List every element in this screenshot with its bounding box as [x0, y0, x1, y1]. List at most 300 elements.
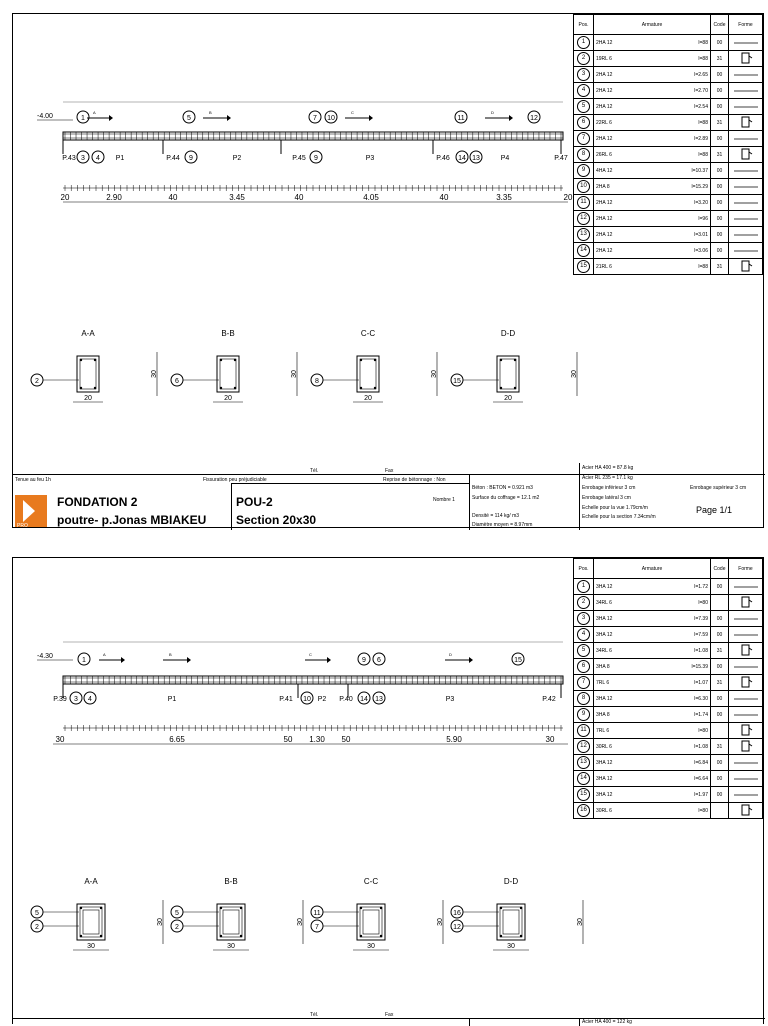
straight-bar-shape-icon [729, 131, 763, 147]
pos-number: 7 [577, 676, 590, 689]
shape-code: 00 [711, 67, 729, 83]
bar-length: l=3.20 [694, 199, 708, 206]
bar-spec: 2HA 12 [596, 215, 613, 222]
stirrup-shape-icon [729, 739, 763, 755]
shape-code: 00 [711, 211, 729, 227]
author: poutre- p.Jonas MBIAKEU [57, 513, 207, 527]
dim-span: 1.30 [309, 735, 325, 744]
fire-rating: Tenue au feu 1h [15, 477, 51, 483]
cross-section [31, 329, 158, 402]
column-label: P.44 [166, 155, 180, 162]
section-mark-a [99, 652, 125, 663]
schedule-row [574, 755, 763, 771]
dim-support: 40 [168, 193, 178, 202]
stirrup-shape-icon [729, 803, 763, 819]
pos-marker: 6 [175, 378, 179, 385]
straight-bar-shape-icon [729, 211, 763, 227]
shape-code: 31 [711, 643, 729, 659]
straight-bar-shape-icon [729, 179, 763, 195]
bar-length: l=2.54 [694, 103, 708, 110]
bar-length: l=1.74 [694, 711, 708, 718]
dim-support: 50 [283, 735, 293, 744]
drawing-sheet-1 [12, 13, 764, 528]
span-label: P1 [167, 696, 177, 703]
section-mark-a [87, 110, 113, 121]
schedule-row [574, 595, 763, 611]
pos-marker: 3 [81, 155, 85, 162]
pos-marker: 1 [82, 657, 86, 664]
pos-marker: 9 [314, 155, 318, 162]
shape-code: 00 [711, 771, 729, 787]
shape-code: 31 [711, 51, 729, 67]
bar-spec: 3HA 12 [596, 759, 613, 766]
schedule-row [574, 243, 763, 259]
pos-number: 2 [577, 52, 590, 65]
bar-length: l=7.39 [694, 615, 708, 622]
pos-number: 13 [577, 228, 590, 241]
bar-length: l=80 [698, 599, 708, 606]
schedule-row [574, 51, 763, 67]
shape-code: 00 [711, 579, 729, 595]
bar-length: l=96 [698, 215, 708, 222]
pos-marker: 9 [189, 155, 193, 162]
pos-marker: 11 [457, 115, 465, 122]
dim-span: 6.65 [169, 735, 185, 744]
bar-length: l=1.97 [694, 791, 708, 798]
level-label: -4.00 [37, 113, 53, 120]
section-width: 30 [87, 943, 95, 950]
span-label: P3 [445, 696, 455, 703]
pos-marker: 14 [360, 696, 368, 703]
bar-length: l=88 [698, 119, 708, 126]
pos-number: 13 [577, 756, 590, 769]
beam-elevation-1 [13, 14, 578, 474]
schedule-row [574, 787, 763, 803]
bar-spec: 26RL 6 [596, 151, 612, 158]
cross-section [451, 877, 584, 950]
shape-code: 31 [711, 675, 729, 691]
stirrup-shape-icon [729, 115, 763, 131]
section-title: D-D [500, 329, 516, 338]
bar-spec: 19RL 6 [596, 55, 612, 62]
dim-span: 3.45 [229, 193, 245, 202]
shape-code: 00 [711, 83, 729, 99]
straight-bar-shape-icon [729, 691, 763, 707]
stirrup-shape-icon [729, 643, 763, 659]
pos-number: 1 [577, 580, 590, 593]
section-title: C-C [363, 877, 379, 886]
section-name: Section 20x30 [236, 513, 317, 527]
bar-spec: 2HA 12 [596, 231, 613, 238]
section-mark-c [305, 652, 331, 663]
pos-number: 4 [577, 628, 590, 641]
shape-code: 00 [711, 627, 729, 643]
schedule-row [574, 675, 763, 691]
section-title: B-B [221, 329, 235, 338]
column-label: P.39 [53, 696, 67, 703]
stirrup-shape-icon [729, 723, 763, 739]
pos-marker: 12 [530, 115, 538, 122]
bar-spec: 3HA 8 [596, 711, 610, 718]
column-label: P.42 [542, 696, 556, 703]
bar-spec: 34RL 6 [596, 599, 612, 606]
bar-spec: 2HA 12 [596, 103, 613, 110]
column-label: P.45 [292, 155, 306, 162]
bar-length: l=2.70 [694, 87, 708, 94]
pos-marker: 1 [81, 115, 85, 122]
pos-marker: 2 [35, 924, 39, 931]
bar-spec: 30RL 6 [596, 743, 612, 750]
dim-span: 2.90 [106, 193, 122, 202]
pos-marker: 10 [303, 696, 311, 703]
section-mark-b [163, 652, 191, 663]
schedule-row [574, 627, 763, 643]
straight-bar-shape-icon [729, 755, 763, 771]
stirrup-shape-icon [729, 147, 763, 163]
rebar-schedule-2 [573, 558, 763, 819]
section-mark-c [345, 110, 373, 121]
pos-marker: 15 [514, 657, 522, 664]
dim-support: 30 [55, 735, 65, 744]
shape-code: 00 [711, 755, 729, 771]
section-height: 30 [571, 370, 578, 378]
bar-length: l=6.84 [694, 759, 708, 766]
bar-spec: 3HA 12 [596, 791, 613, 798]
cross-section [451, 329, 578, 402]
pos-number: 15 [577, 788, 590, 801]
shape-code: 00 [711, 131, 729, 147]
straight-bar-shape-icon [729, 243, 763, 259]
bar-length: l=1.08 [694, 743, 708, 750]
bar-length: l=88 [698, 263, 708, 270]
schedule-row [574, 707, 763, 723]
page-number: Page 1/1 [696, 505, 733, 515]
title-block-2 [13, 1012, 765, 1026]
pos-number: 5 [577, 100, 590, 113]
level-label: -4.30 [37, 653, 53, 660]
section-mark-d [485, 110, 513, 121]
pos-number: 15 [577, 260, 590, 273]
pos-marker: 15 [453, 378, 461, 385]
span-label: P2 [232, 155, 242, 162]
schedule-row [574, 771, 763, 787]
pos-number: 9 [577, 708, 590, 721]
bar-length: l=2.65 [694, 71, 708, 78]
formwork: Surface du coffrage = 12.1 m2 [472, 495, 540, 501]
bar-length: l=88 [698, 55, 708, 62]
span-label: P4 [500, 155, 510, 162]
dim-span: 3.35 [496, 193, 512, 202]
section-height: 30 [431, 370, 438, 378]
section-width: 30 [507, 943, 515, 950]
bar-length: l=80 [698, 807, 708, 814]
shape-code: 00 [711, 163, 729, 179]
column-label: P.46 [436, 155, 450, 162]
straight-bar-shape-icon [729, 227, 763, 243]
dim-span: 4.05 [363, 193, 379, 202]
pos-marker: 16 [453, 910, 461, 917]
shape-code: 31 [711, 259, 729, 275]
bar-spec: 2HA 12 [596, 199, 613, 206]
straight-bar-shape-icon [729, 611, 763, 627]
pos-marker: 2 [175, 924, 179, 931]
shape-code: 00 [711, 227, 729, 243]
pos-number: 14 [577, 772, 590, 785]
bar-length: l=7.59 [694, 631, 708, 638]
schedule-row [574, 67, 763, 83]
fax: Fax [385, 1012, 394, 1018]
steel-rl: Acier RL 235 = 17.1 kg [582, 475, 633, 481]
stirrup-shape-icon [729, 675, 763, 691]
cover-top: Enrobage supérieur 3 cm [690, 485, 747, 491]
logo-text: PRO [17, 523, 28, 529]
bar-length: l=3.01 [694, 231, 708, 238]
col-forme: Forme [729, 559, 763, 579]
pos-number: 8 [577, 692, 590, 705]
shape-code: 00 [711, 99, 729, 115]
col-forme: Forme [729, 15, 763, 35]
section-mark-b [203, 110, 231, 121]
col-code: Code [711, 15, 729, 35]
svg-text:C: C [351, 110, 354, 115]
reprise: Reprise de bétonnage : Non [383, 477, 446, 483]
pos-number: 6 [577, 660, 590, 673]
pos-number: 2 [577, 596, 590, 609]
schedule-row [574, 803, 763, 819]
pos-number: 14 [577, 244, 590, 257]
shape-code: 00 [711, 659, 729, 675]
cover-side: Enrobage latéral 3 cm [582, 495, 631, 501]
pos-marker: 8 [315, 378, 319, 385]
section-mark-d [445, 652, 473, 663]
pos-number: 3 [577, 68, 590, 81]
section-width: 20 [364, 395, 372, 402]
schedule-row [574, 227, 763, 243]
bar-spec: 3HA 8 [596, 663, 610, 670]
span-label: P1 [115, 155, 125, 162]
pos-number: 7 [577, 132, 590, 145]
bar-spec: 2HA 12 [596, 87, 613, 94]
bar-spec: 2HA 12 [596, 135, 613, 142]
svg-text:D: D [491, 110, 494, 115]
bar-length: l=6.64 [694, 775, 708, 782]
avg-diameter: Diamètre moyen = 8.97mm [472, 522, 533, 528]
section-height: 30 [151, 370, 158, 378]
straight-bar-shape-icon [729, 659, 763, 675]
schedule-row [574, 99, 763, 115]
schedule-row [574, 179, 763, 195]
title-block-1 [13, 465, 765, 530]
bar-spec: 2HA 12 [596, 39, 613, 46]
dim-support: 40 [439, 193, 449, 202]
shape-code: 00 [711, 243, 729, 259]
bar-length: l=88 [698, 151, 708, 158]
section-height: 30 [297, 918, 304, 926]
pos-marker: 13 [472, 155, 480, 162]
bar-spec: 7RL 6 [596, 727, 610, 734]
bar-spec: 3HA 12 [596, 615, 613, 622]
stirrup-shape-icon [729, 51, 763, 67]
scale-section: Echelle pour la section 7.34cm/m [582, 514, 656, 520]
shape-code: 31 [711, 739, 729, 755]
bar-spec: 22RL 6 [596, 119, 612, 126]
section-width: 20 [84, 395, 92, 402]
cross-section [171, 329, 298, 402]
pos-marker: 4 [88, 696, 92, 703]
pos-number: 12 [577, 740, 590, 753]
schedule-row [574, 691, 763, 707]
bar-spec: 30RL 6 [596, 807, 612, 814]
shape-code: 00 [711, 691, 729, 707]
bar-spec: 3HA 12 [596, 695, 613, 702]
cracking: Fissuration peu préjudiciable [203, 477, 267, 483]
pos-marker: 11 [313, 910, 321, 917]
schedule-row [574, 163, 763, 179]
bar-spec: 3HA 12 [596, 583, 613, 590]
pos-marker: 14 [458, 155, 466, 162]
cross-section [171, 877, 304, 950]
schedule-row [574, 723, 763, 739]
dim-support: 50 [341, 735, 351, 744]
svg-text:A: A [103, 652, 106, 657]
svg-text:B: B [209, 110, 212, 115]
shape-code: 00 [711, 707, 729, 723]
pos-marker: 7 [313, 115, 317, 122]
shape-code: 00 [711, 35, 729, 51]
bar-length: l=88 [698, 39, 708, 46]
schedule-row [574, 147, 763, 163]
bar-length: l=15.39 [691, 663, 708, 670]
dim-support: 40 [294, 193, 304, 202]
bar-length: l=10.37 [691, 167, 708, 174]
column-label: P.43 [62, 155, 76, 162]
straight-bar-shape-icon [729, 579, 763, 595]
bar-spec: 4HA 12 [596, 167, 613, 174]
straight-bar-shape-icon [729, 787, 763, 803]
bar-spec: 7RL 6 [596, 679, 610, 686]
pos-number: 3 [577, 612, 590, 625]
col-pos: Pos. [574, 559, 594, 579]
bar-spec: 3HA 12 [596, 775, 613, 782]
svg-text:A: A [93, 110, 96, 115]
shape-code: 00 [711, 787, 729, 803]
svg-text:B: B [169, 652, 172, 657]
pos-number: 10 [577, 180, 590, 193]
col-pos: Pos. [574, 15, 594, 35]
pos-number: 1 [577, 36, 590, 49]
pos-marker: 13 [375, 696, 383, 703]
tel: Tél. [310, 468, 319, 474]
pos-marker: 3 [74, 696, 78, 703]
bar-spec: 2HA 12 [596, 71, 613, 78]
col-armature: Armature [594, 15, 711, 35]
pos-marker: 12 [453, 924, 461, 931]
straight-bar-shape-icon [729, 707, 763, 723]
straight-bar-shape-icon [729, 35, 763, 51]
pos-marker: 5 [35, 910, 39, 917]
shape-code: 00 [711, 195, 729, 211]
straight-bar-shape-icon [729, 771, 763, 787]
schedule-row [574, 643, 763, 659]
bar-spec: 34RL 6 [596, 647, 612, 654]
pos-number: 6 [577, 116, 590, 129]
section-title: D-D [503, 877, 519, 886]
cover-bottom: Enrobage inférieur 3 cm [582, 485, 636, 491]
pos-number: 11 [577, 724, 590, 737]
section-height: 30 [291, 370, 298, 378]
pos-number: 16 [577, 804, 590, 817]
schedule-row [574, 35, 763, 51]
fax: Fax [385, 468, 394, 474]
column-label: P.47 [554, 155, 568, 162]
cross-section [311, 329, 438, 402]
bar-length: l=2.89 [694, 135, 708, 142]
section-height: 30 [577, 918, 584, 926]
section-width: 30 [227, 943, 235, 950]
pos-marker: 2 [35, 378, 39, 385]
schedule-row [574, 115, 763, 131]
section-height: 30 [157, 918, 164, 926]
schedule-row [574, 579, 763, 595]
svg-text:D: D [449, 652, 452, 657]
bar-spec: 3HA 12 [596, 631, 613, 638]
straight-bar-shape-icon [729, 67, 763, 83]
pos-number: 5 [577, 644, 590, 657]
schedule-row [574, 131, 763, 147]
rebar-schedule-1 [573, 14, 763, 275]
bar-length: l=3.06 [694, 247, 708, 254]
schedule-row [574, 259, 763, 275]
cross-section [311, 877, 444, 950]
bar-spec: 2HA 8 [596, 183, 610, 190]
pos-marker: 6 [377, 657, 381, 664]
section-width: 20 [504, 395, 512, 402]
shape-code [711, 595, 729, 611]
straight-bar-shape-icon [729, 99, 763, 115]
density: Densité = 114 kg/ m3 [472, 513, 520, 519]
pos-number: 4 [577, 84, 590, 97]
nombre: Nombre 1 [433, 497, 455, 503]
col-code: Code [711, 559, 729, 579]
section-width: 20 [224, 395, 232, 402]
straight-bar-shape-icon [729, 195, 763, 211]
straight-bar-shape-icon [729, 627, 763, 643]
straight-bar-shape-icon [729, 163, 763, 179]
svg-text:C: C [309, 652, 312, 657]
element-name: POU-2 [236, 495, 273, 509]
pos-marker: 9 [362, 657, 366, 664]
section-title: A-A [81, 329, 95, 338]
column-label: P.40 [339, 696, 353, 703]
pos-marker: 5 [175, 910, 179, 917]
span-label: P3 [365, 155, 375, 162]
dim-support: 30 [545, 735, 555, 744]
bar-length: l=1.08 [694, 647, 708, 654]
pos-number: 9 [577, 164, 590, 177]
shape-code [711, 803, 729, 819]
cross-section [31, 877, 164, 950]
schedule-row [574, 739, 763, 755]
column-label: P2 [317, 696, 327, 703]
section-title: B-B [224, 877, 238, 886]
schedule-row [574, 83, 763, 99]
bar-spec: 2HA 12 [596, 247, 613, 254]
section-width: 30 [367, 943, 375, 950]
pos-marker: 10 [327, 115, 335, 122]
steel-ha: Acier HA 400 = 87.8 kg [582, 465, 634, 471]
schedule-row [574, 195, 763, 211]
stirrup-shape-icon [729, 259, 763, 275]
